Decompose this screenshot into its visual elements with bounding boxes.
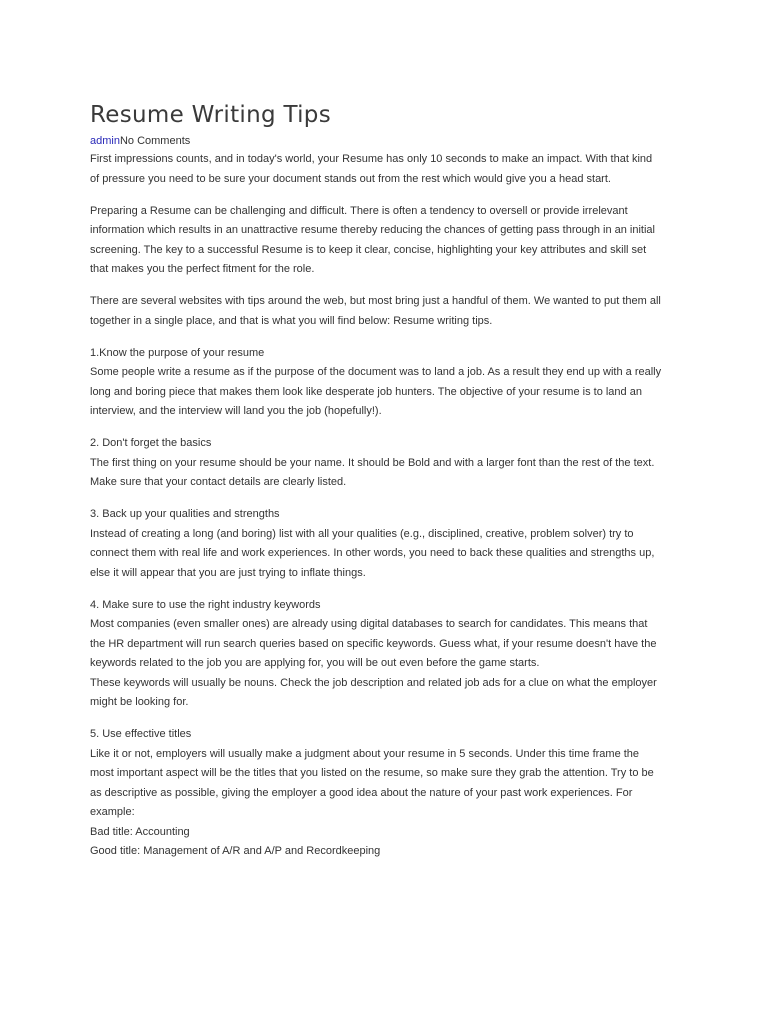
article xyxy=(90,100,690,874)
text-line: that makes you the perfect fitment for the role. xyxy=(90,263,315,275)
text-line: Most companies (even smaller ones) are already using digital databases to search for candidates. This means that xyxy=(90,618,648,630)
text-line: These keywords will usually be nouns. Check the job description and related job ads for a clue on what the employer xyxy=(90,676,657,689)
paragraph xyxy=(90,596,690,713)
author-link[interactable]: admin xyxy=(90,135,120,147)
comments-count[interactable]: No Comments xyxy=(119,135,191,147)
text-line: Preparing a Resume can be challenging and difficult. There is often a tendency to oversell or provide irrelevant xyxy=(90,204,628,217)
text-line: connect them with real life and work experiences. In other words, you need to back these qualities and strengths up, xyxy=(90,547,655,559)
text-line: The first thing on your resume should be your name. It should be Bold and with a larger font than the rest of the text. xyxy=(90,456,655,469)
text-line: Instead of creating a long (and boring) list with all your qualities (e.g., disciplined, creative, problem solver) try to xyxy=(90,527,634,540)
text-line: together in a single place, and that is what you will find below: Resume writing tips. xyxy=(90,314,493,327)
text-line: information which results in an unattractive resume thereby reducing the chances of getting pass through in an initial xyxy=(90,224,655,236)
paragraph xyxy=(90,725,690,862)
article-body xyxy=(90,150,690,862)
text-line: 4. Make sure to use the right industry keywords xyxy=(90,598,321,611)
text-line: 1.Know the purpose of your resume xyxy=(90,346,265,359)
text-line: 3. Back up your qualities and strengths xyxy=(90,508,280,520)
paragraph xyxy=(90,434,690,493)
paragraph xyxy=(90,344,690,422)
text-line: Some people write a resume as if the purpose of the document was to land a job. As a result they end up with a really xyxy=(90,366,662,378)
text-line: 2. Don't forget the basics xyxy=(90,437,212,449)
text-line: 5. Use effective titles xyxy=(90,728,192,740)
text-line: the HR department will run search queries based on specific keywords. Guess what, if your resume doesn't have the xyxy=(90,637,657,650)
text-line: screening. The key to a successful Resume is to keep it clear, concise, highlighting your key attributes and skill set xyxy=(90,243,647,256)
text-line: else it will appear that you are just trying to inflate things. xyxy=(90,566,366,579)
text-line: Bad title: Accounting xyxy=(90,825,190,838)
article-title: Resume Writing Tips xyxy=(90,102,331,128)
text-line: keywords related to the job you are applying for, you will be out even before the game starts. xyxy=(90,657,540,669)
text-line: as descriptive as possible, giving the employer a good idea about the nature of your past work experiences. For xyxy=(90,786,633,799)
text-line: most important aspect will be the titles that you listed on the resume, so make sure they grab the attention. Try to be xyxy=(90,767,654,779)
text-line: Make sure that your contact details are clearly listed. xyxy=(90,476,347,488)
text-line: There are several websites with tips around the web, but most bring just a handful of them. We wanted to put them all xyxy=(90,295,661,307)
article-meta xyxy=(90,133,690,149)
text-line: of pressure you need to be sure your document stands out from the rest which would give you a head start. xyxy=(90,172,611,185)
text-line: Good title: Management of A/R and A/P and Recordkeeping xyxy=(90,845,381,857)
paragraph xyxy=(90,292,690,331)
text-line: Like it or not, employers will usually make a judgment about your resume in 5 seconds. Under this time frame the xyxy=(90,747,640,760)
paragraph xyxy=(90,505,690,583)
text-line: First impressions counts, and in today's world, your Resume has only 10 seconds to make an impact. With that kind xyxy=(90,153,653,165)
paragraph xyxy=(90,150,690,189)
text-line: interview, and the interview will land you the job (hopefully!). xyxy=(90,405,382,417)
text-line: long and boring piece that makes them look like desperate job hunters. The objective of your resume is to land an xyxy=(90,385,642,398)
paragraph xyxy=(90,202,690,280)
text-line: example: xyxy=(90,806,135,818)
text-line: might be looking for. xyxy=(90,696,189,708)
